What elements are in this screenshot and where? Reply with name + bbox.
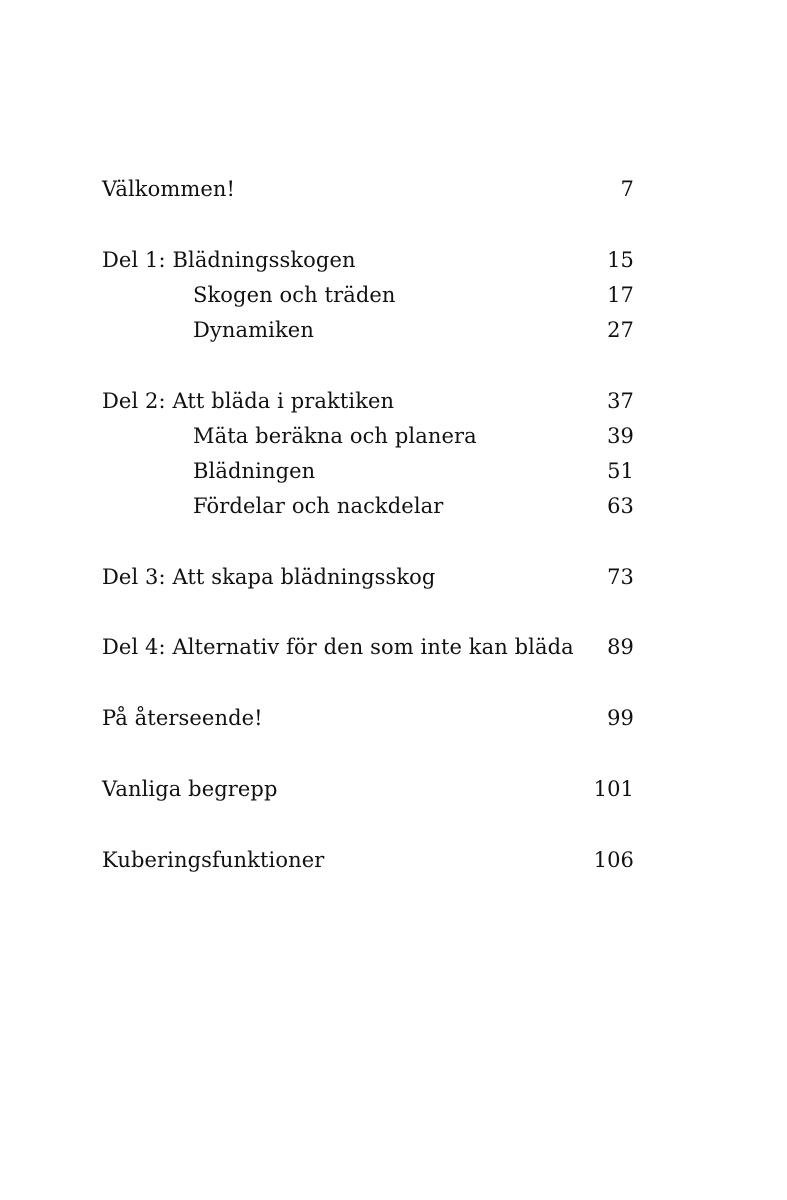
toc-entry-title: Del 4: Alternativ för den som inte kan bläda: [102, 635, 574, 659]
toc-entry-valkommen[interactable]: [102, 172, 634, 206]
toc-entry-title: Skogen och träden: [193, 283, 396, 307]
toc-entry-del-4[interactable]: [102, 630, 634, 664]
toc-subentry-bladningen[interactable]: [102, 454, 634, 488]
toc-entry-pa-aterseende[interactable]: [102, 701, 634, 735]
toc-entry-title: Del 2: Att bläda i praktiken: [102, 389, 395, 413]
toc-entry-kuberingsfunktioner[interactable]: [102, 843, 634, 877]
toc-entry-title: Kuberingsfunktioner: [102, 848, 325, 872]
toc-entry-title: Del 3: Att skapa blädningsskog: [102, 565, 436, 589]
toc-entry-title: Mäta beräkna och planera: [193, 424, 477, 448]
toc-entry-title: På återseende!: [102, 706, 263, 730]
toc-entry-page: 73: [607, 565, 634, 589]
toc-entry-title: Blädningen: [193, 459, 316, 483]
toc-entry-page: 89: [607, 635, 634, 659]
toc-subentry-skogen-och-traden[interactable]: [102, 278, 634, 312]
toc-entry-page: 17: [607, 283, 634, 307]
toc-entry-title: Dynamiken: [193, 318, 314, 342]
toc-entry-title: Vanliga begrepp: [102, 777, 278, 801]
toc-entry-page: 15: [607, 248, 634, 272]
toc-entry-page: 7: [620, 177, 634, 201]
toc-entry-title: Välkommen!: [102, 177, 236, 201]
toc-entry-del-2[interactable]: [102, 384, 634, 418]
toc-entry-page: 51: [607, 459, 634, 483]
toc-entry-title: Del 1: Blädningsskogen: [102, 248, 356, 272]
toc-entry-del-1[interactable]: [102, 243, 634, 277]
toc-entry-page: 39: [607, 424, 634, 448]
toc-subentry-dynamiken[interactable]: [102, 313, 634, 347]
toc-entry-del-3[interactable]: [102, 560, 634, 594]
toc-subentry-mata-berakna[interactable]: [102, 419, 634, 453]
toc-entry-page: 99: [607, 706, 634, 730]
toc-entry-page: 101: [593, 777, 634, 801]
toc-entry-page: 37: [607, 389, 634, 413]
toc-subentry-fordelar[interactable]: [102, 489, 634, 523]
toc-entry-title: Fördelar och nackdelar: [193, 494, 444, 518]
toc-entry-page: 63: [607, 494, 634, 518]
toc-entry-page: 106: [593, 848, 634, 872]
toc-entry-page: 27: [607, 318, 634, 342]
toc-entry-vanliga-begrepp[interactable]: [102, 772, 634, 806]
